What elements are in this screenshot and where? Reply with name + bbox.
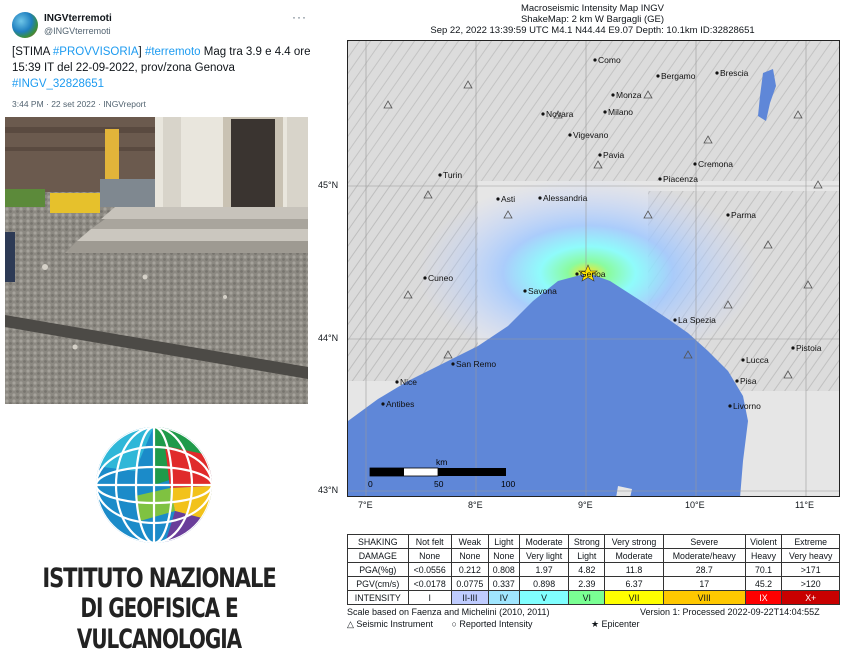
city-label: Piacenza bbox=[663, 174, 698, 184]
city-label: Turin bbox=[443, 170, 463, 180]
city-marker bbox=[381, 399, 414, 409]
map-title-line2: ShakeMap: 2 km W Bargagli (GE) bbox=[520, 14, 665, 25]
legend-cell: Strong bbox=[569, 535, 605, 549]
legend-cell: IX bbox=[745, 591, 782, 605]
legend-cell: I bbox=[408, 591, 451, 605]
city-label: Cuneo bbox=[428, 273, 454, 283]
lon-label: 8°E bbox=[468, 500, 483, 510]
legend-row-label: PGA(%g) bbox=[348, 563, 409, 577]
city-label: Genoa bbox=[580, 269, 606, 279]
legend-cell: Severe bbox=[663, 535, 745, 549]
intensity-legend-table bbox=[347, 534, 840, 605]
legend-cell: Extreme bbox=[782, 535, 840, 549]
legend-cell: >120 bbox=[782, 577, 840, 591]
city-label: La Spezia bbox=[678, 315, 716, 325]
tweet-text-part: ] bbox=[138, 46, 145, 58]
city-marker bbox=[568, 130, 608, 140]
city-marker bbox=[656, 71, 695, 81]
legend-row-label: PGV(cm/s) bbox=[348, 577, 409, 591]
avatar[interactable] bbox=[12, 12, 38, 38]
legend-cell: 28.7 bbox=[663, 563, 745, 577]
city-label: Pavia bbox=[603, 150, 625, 160]
legend-cell: VIII bbox=[663, 591, 745, 605]
legend-cell: VII bbox=[605, 591, 664, 605]
city-label: Monza bbox=[616, 90, 642, 100]
legend-cell: 45.2 bbox=[745, 577, 782, 591]
hashtag-link[interactable]: #INGV_32828651 bbox=[12, 78, 105, 90]
tweet-text-part: Mag tra 3.9 e 4.4 ore 15:39 IT del 22-09-2022, prov/zona Genova bbox=[12, 46, 311, 74]
tweet-timestamp[interactable]: 3:44 PM · 22 set 2022 · INGVreport bbox=[12, 99, 146, 109]
legend-row bbox=[348, 577, 840, 591]
legend-cell: II-III bbox=[451, 591, 488, 605]
city-marker bbox=[611, 90, 641, 100]
city-label: Antibes bbox=[386, 399, 415, 409]
legend-symbols bbox=[347, 619, 840, 630]
legend-cell: Moderate bbox=[519, 535, 569, 549]
city-marker bbox=[715, 68, 748, 78]
tweet-text-part: [STIMA bbox=[12, 46, 53, 58]
legend-row bbox=[348, 549, 840, 563]
city-label: San Remo bbox=[456, 359, 497, 369]
lat-label: 44°N bbox=[318, 333, 339, 343]
legend-cell: 0.808 bbox=[488, 563, 519, 577]
tweet-card bbox=[0, 0, 318, 410]
city-marker bbox=[538, 193, 587, 203]
scalebar-unit: km bbox=[436, 457, 448, 467]
city-label: Brescia bbox=[720, 68, 749, 78]
legend-row-label: DAMAGE bbox=[348, 549, 409, 563]
scalebar-tick: 50 bbox=[434, 479, 444, 489]
legend-cell: V bbox=[519, 591, 569, 605]
city-marker bbox=[673, 315, 716, 325]
city-marker bbox=[741, 355, 769, 365]
city-label: Como bbox=[598, 55, 621, 65]
ellipsis-icon[interactable]: ··· bbox=[292, 10, 307, 24]
legend-cell: 0.337 bbox=[488, 577, 519, 591]
legend-row bbox=[348, 591, 840, 605]
city-label: Asti bbox=[501, 194, 516, 204]
seismic-instrument-key: △ Seismic Instrument bbox=[347, 619, 433, 629]
shakemap-map[interactable] bbox=[347, 40, 840, 497]
legend-cell: 0.212 bbox=[451, 563, 488, 577]
legend-cell: VI bbox=[569, 591, 605, 605]
legend-cell: Very heavy bbox=[782, 549, 840, 563]
legend-cell: 0.0775 bbox=[451, 577, 488, 591]
legend-row bbox=[348, 563, 840, 577]
city-label: Milano bbox=[608, 107, 634, 117]
map-title-line1: Macroseismic Intensity Map INGV bbox=[520, 3, 665, 14]
legend-cell: Very strong bbox=[605, 535, 664, 549]
map-title-line3: Sep 22, 2022 13:39:59 UTC M4.1 N44.44 E9.07 Depth: 10.1km ID:32828651 bbox=[430, 25, 755, 36]
city-label: Parma bbox=[731, 210, 757, 220]
city-label: Lucca bbox=[746, 355, 769, 365]
city-label: Vigevano bbox=[573, 130, 609, 140]
legend-version-note: Version 1: Processed 2022-09-22T14:04:55Z bbox=[640, 607, 820, 617]
legend-cell: 1.97 bbox=[519, 563, 569, 577]
reported-intensity-key: ○ Reported Intensity bbox=[451, 619, 533, 629]
legend-cell: 6.37 bbox=[605, 577, 664, 591]
tweet-text bbox=[12, 44, 312, 92]
legend-row-label: SHAKING bbox=[348, 535, 409, 549]
legend-cell: >171 bbox=[782, 563, 840, 577]
legend-scale-note: Scale based on Faenza and Michelini (2010, 2011) bbox=[347, 607, 550, 617]
city-marker bbox=[658, 174, 698, 184]
legend-cell: X+ bbox=[782, 591, 840, 605]
legend-row-label: INTENSITY bbox=[348, 591, 409, 605]
city-label: Nice bbox=[400, 377, 418, 387]
logo-text-line1: ISTITUTO NAZIONALE bbox=[42, 563, 276, 594]
legend-cell: Not felt bbox=[408, 535, 451, 549]
legend-cell: None bbox=[488, 549, 519, 563]
legend-cell: 11.8 bbox=[605, 563, 664, 577]
legend-cell: 70.1 bbox=[745, 563, 782, 577]
legend-cell: <0.0178 bbox=[408, 577, 451, 591]
legend-cell: Moderate/heavy bbox=[663, 549, 745, 563]
legend-cell: None bbox=[408, 549, 451, 563]
city-label: Cremona bbox=[698, 159, 733, 169]
tweet-photo[interactable] bbox=[5, 117, 308, 404]
legend-cell: Moderate bbox=[605, 549, 664, 563]
map-title bbox=[345, 3, 840, 36]
city-label: Livorno bbox=[733, 401, 761, 411]
church-steps-photo bbox=[5, 117, 308, 404]
logo-text-line2: DI GEOFISICA E VULCANOLOGIA bbox=[76, 593, 242, 655]
city-marker bbox=[451, 359, 496, 369]
city-label: Savona bbox=[528, 286, 557, 296]
legend-cell: Weak bbox=[451, 535, 488, 549]
city-marker bbox=[726, 210, 756, 220]
legend-cell: Heavy bbox=[745, 549, 782, 563]
scalebar-tick: 100 bbox=[501, 479, 516, 489]
city-marker bbox=[593, 55, 621, 65]
account-handle[interactable]: @INGVterremoti bbox=[44, 26, 111, 36]
scalebar-tick: 0 bbox=[368, 479, 373, 489]
city-marker bbox=[523, 286, 557, 296]
hashtag-link[interactable]: #PROVVISORIA bbox=[52, 46, 139, 58]
legend-cell: 0.898 bbox=[519, 577, 569, 591]
lon-label: 11°E bbox=[795, 500, 814, 510]
city-marker bbox=[423, 273, 453, 283]
legend-cell: 2.39 bbox=[569, 577, 605, 591]
hashtag-link[interactable]: #terremoto bbox=[144, 46, 201, 58]
legend-cell: IV bbox=[488, 591, 519, 605]
legend-cell: Light bbox=[569, 549, 605, 563]
lon-label: 10°E bbox=[685, 500, 705, 510]
city-marker bbox=[603, 107, 633, 117]
city-marker bbox=[728, 401, 761, 411]
account-name[interactable]: INGVterremoti bbox=[44, 13, 112, 24]
ingv-globe-logo bbox=[95, 426, 213, 544]
city-marker bbox=[575, 269, 605, 279]
city-marker bbox=[791, 343, 821, 353]
legend-cell: 4.82 bbox=[569, 563, 605, 577]
legend-cell: <0.0556 bbox=[408, 563, 451, 577]
city-label: Novara bbox=[546, 109, 574, 119]
legend-cell: Violent bbox=[745, 535, 782, 549]
city-label: Bergamo bbox=[661, 71, 696, 81]
legend-cell: None bbox=[451, 549, 488, 563]
city-label: Alessandria bbox=[543, 193, 588, 203]
lon-label: 7°E bbox=[358, 500, 373, 510]
epicenter-key: ★ Epicenter bbox=[590, 619, 640, 629]
city-label: Pistoia bbox=[796, 343, 822, 353]
legend-cell: 17 bbox=[663, 577, 745, 591]
city-marker bbox=[693, 159, 733, 169]
lat-label: 43°N bbox=[318, 485, 339, 495]
legend-cell: Very light bbox=[519, 549, 569, 563]
legend-row bbox=[348, 535, 840, 549]
city-marker bbox=[541, 109, 573, 119]
city-marker bbox=[598, 150, 624, 160]
lon-label: 9°E bbox=[578, 500, 593, 510]
legend-cell: Light bbox=[488, 535, 519, 549]
city-label: Pisa bbox=[740, 376, 757, 386]
lat-label: 45°N bbox=[318, 180, 339, 190]
